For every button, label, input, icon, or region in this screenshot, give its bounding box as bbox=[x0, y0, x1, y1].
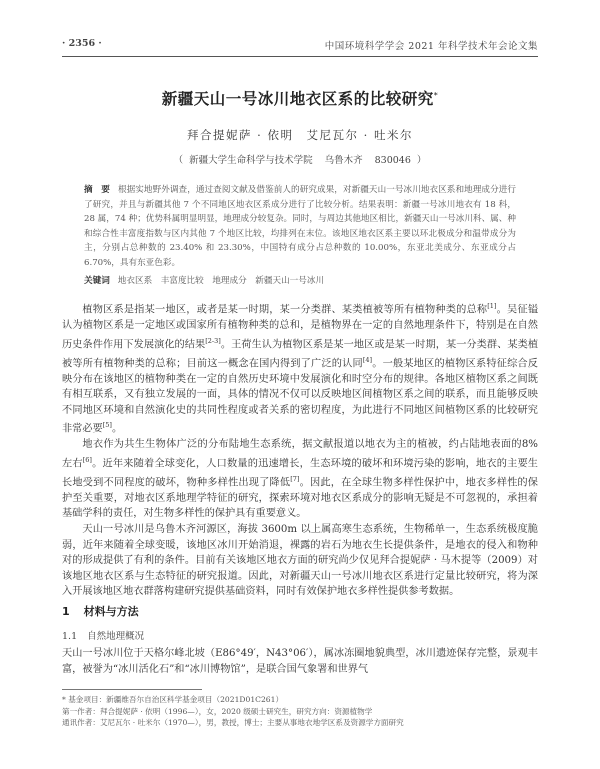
author-list: 拜合提妮萨 · 依明 艾尼瓦尔 · 吐米尔 bbox=[187, 128, 413, 142]
keywords bbox=[84, 274, 516, 286]
citation-1: [1] bbox=[487, 302, 497, 310]
p1-text-c: 。王荷生认为植物区系是某一地区或是某一时期，某一分类群、某类植被等所有植物种类的总称；目前这一概念在国内得到了广泛的认同 bbox=[62, 338, 539, 369]
p1-text-d: 。一般某地区的植物区系特征综合反映分布在该地区的植物种类在一定的自然历史环境中发展演化和时空分布的规律。各地区植物区系之间既有相互联系，又有独立发展的一面，具体的情况不仅可以反映地区间植物区系之间的联系，而且能够反映不同地区环境和自然演化史的共同性程度或者关系的密切程度，为此进行不同地区间植物区系的比较研究非常必要 bbox=[62, 357, 538, 435]
footnote-fund: * 基金项目：新疆维吾尔自治区科学基金项目（2021D01C261） bbox=[62, 695, 284, 704]
abstract bbox=[84, 183, 516, 271]
paragraph-2 bbox=[62, 437, 538, 522]
section-title: 材料与方法 bbox=[83, 605, 139, 618]
p1-text-e: 。 bbox=[111, 423, 123, 435]
abstract-label: 摘 要 bbox=[84, 185, 110, 195]
p2-text-c: 。因此，在全球生物多样性保护中，地衣多样性的保护至关重要，对地衣区系地理学特征的研究，探索环境对地衣区系成分的影响无疑是不可忽视的，承担着基础学科的责任，对生物多样性的保护具有重要意义。 bbox=[62, 477, 538, 520]
citation-4: [5] bbox=[102, 421, 112, 430]
paper-title bbox=[40, 87, 560, 109]
affiliation bbox=[40, 152, 560, 166]
subsection-heading bbox=[62, 628, 144, 642]
paper-title-text: 新疆天山一号冰川地衣区系的比较研究 bbox=[161, 90, 434, 108]
footnote-first-author: 第一作者：拜合提妮萨 · 依明（1996—），女，2020 级硕士研究生，研究方向：资源植物学 bbox=[62, 706, 373, 716]
running-header bbox=[62, 38, 538, 54]
keywords-label: 关键词 bbox=[84, 276, 110, 286]
citation-6: [7] bbox=[290, 474, 300, 483]
affiliation-city: 乌鲁木齐 bbox=[324, 155, 363, 166]
subsection-title: 自然地理概况 bbox=[87, 631, 145, 642]
affiliation-open: （ bbox=[173, 155, 184, 166]
citation-3: [4] bbox=[362, 355, 373, 364]
footnotes bbox=[62, 694, 538, 729]
affiliation-close: ） bbox=[416, 155, 427, 166]
keywords-text: 地衣区系 丰富度比较 地理成分 新疆天山一号冰川 bbox=[117, 276, 325, 286]
subsection-number: 1.1 bbox=[62, 631, 78, 642]
paragraph-site: 天山一号冰川位于天格尔峰北坡（E86°49′，N43°06′），属冰冻圈地貌典型，冰川遗迹保存完整，景观丰富，被誉为“冰川活化石”和“冰川博物馆”，是联合国气象署和世界气 bbox=[62, 648, 538, 675]
journal-title: 中国环境科学学会 2021 年科学技术年会论文集 bbox=[324, 41, 538, 52]
citation-5: [6] bbox=[82, 455, 92, 464]
affiliation-postcode: 830046 bbox=[374, 155, 411, 166]
footnote-corresponding: 通讯作者：艾尼瓦尔 · 吐米尔（1970—），男，教授，博士；主要从事地衣地学区系及资源学方面研究 bbox=[62, 718, 404, 727]
header-rule bbox=[62, 56, 538, 57]
section-number: 1 bbox=[62, 605, 70, 618]
body-text bbox=[62, 299, 538, 600]
p2-text-b: 。近年来随着全球变化，人口数量的迅速增长，生态环境的破坏和环境污染的影响，地衣的主要生长地受到不同程度的破坏，物种多样性出现了降低 bbox=[62, 458, 538, 489]
paragraph-3: 天山一号冰川是乌鲁木齐河源区，海拔 3600m 以上属高寒生态系统，生物稀单一，生态系统极度脆弱，近年来随着全球变暖，该地区冰川开始消退，裸露的岩石为地衣生长提供条件，是地衣的侵入和物种对的形成提供了有利的条件。目前有关该地区地衣方面的研究尚少仅见拜合提妮萨 · 马木提等（2009）对该地区地衣区系与生态特征的研究报道。因此，对新疆天山一号冰川地衣区系进行定量比较研究，将为深入开展该地区地衣群落构建研究提供基础资料，同时有效保护地衣多样性提供参考数据。 bbox=[62, 524, 538, 598]
affiliation-org: 新疆大学生命科学与技术学院 bbox=[189, 155, 313, 166]
page-number: · 2356 · bbox=[62, 38, 102, 49]
citation-2: [2-3] bbox=[205, 336, 221, 345]
paragraph-1 bbox=[62, 299, 538, 437]
p2-text-a: 地衣作为共生生物体广泛的分布陆地生态系统，据文献报道以地衣为主的植被，约占陆地表面的8% 左右 bbox=[62, 439, 538, 470]
title-footnote-mark: * bbox=[433, 90, 439, 100]
section-heading bbox=[62, 603, 139, 619]
p1-text-b: 。吴征镒认为植物区系是一定地区或国家所有植物种类的总和，是植物界在一定的自然地理条件下，特别是在自然历史条件作用下发展演化的结果 bbox=[62, 304, 539, 350]
abstract-text: 根据实地野外调查，通过查阅文献及借鉴前人的研究成果，对新疆天山一号冰川地衣区系和地理成分进行了研究，并且与新疆其他 7 个不同地区地衣区系成分进行了比较分析。结果表明：新疆一号冰川地衣有 18 科，28 属，74 种；优势科属明显明显，地理成分较复杂。同时，与周边其他地区相比，新疆天山一号冰川科、属、种和综合性丰富度指数与区内其他 7 个地区比较，均排列在末位。该地区地衣区系主要以环北极成分和温带成分为主，分别占总种数的 23.40% 和 23.30%，中国特有成分占总种数的 10.00%，东亚北美成分、东亚成分占 6.70%，具有东亚色彩。 bbox=[84, 185, 516, 268]
p1-text-a: 植物区系是指某一地区，或者是某一时期，某一分类群、某类植被等所有植物种类的总称 bbox=[82, 304, 488, 316]
footnote-rule bbox=[62, 689, 202, 690]
